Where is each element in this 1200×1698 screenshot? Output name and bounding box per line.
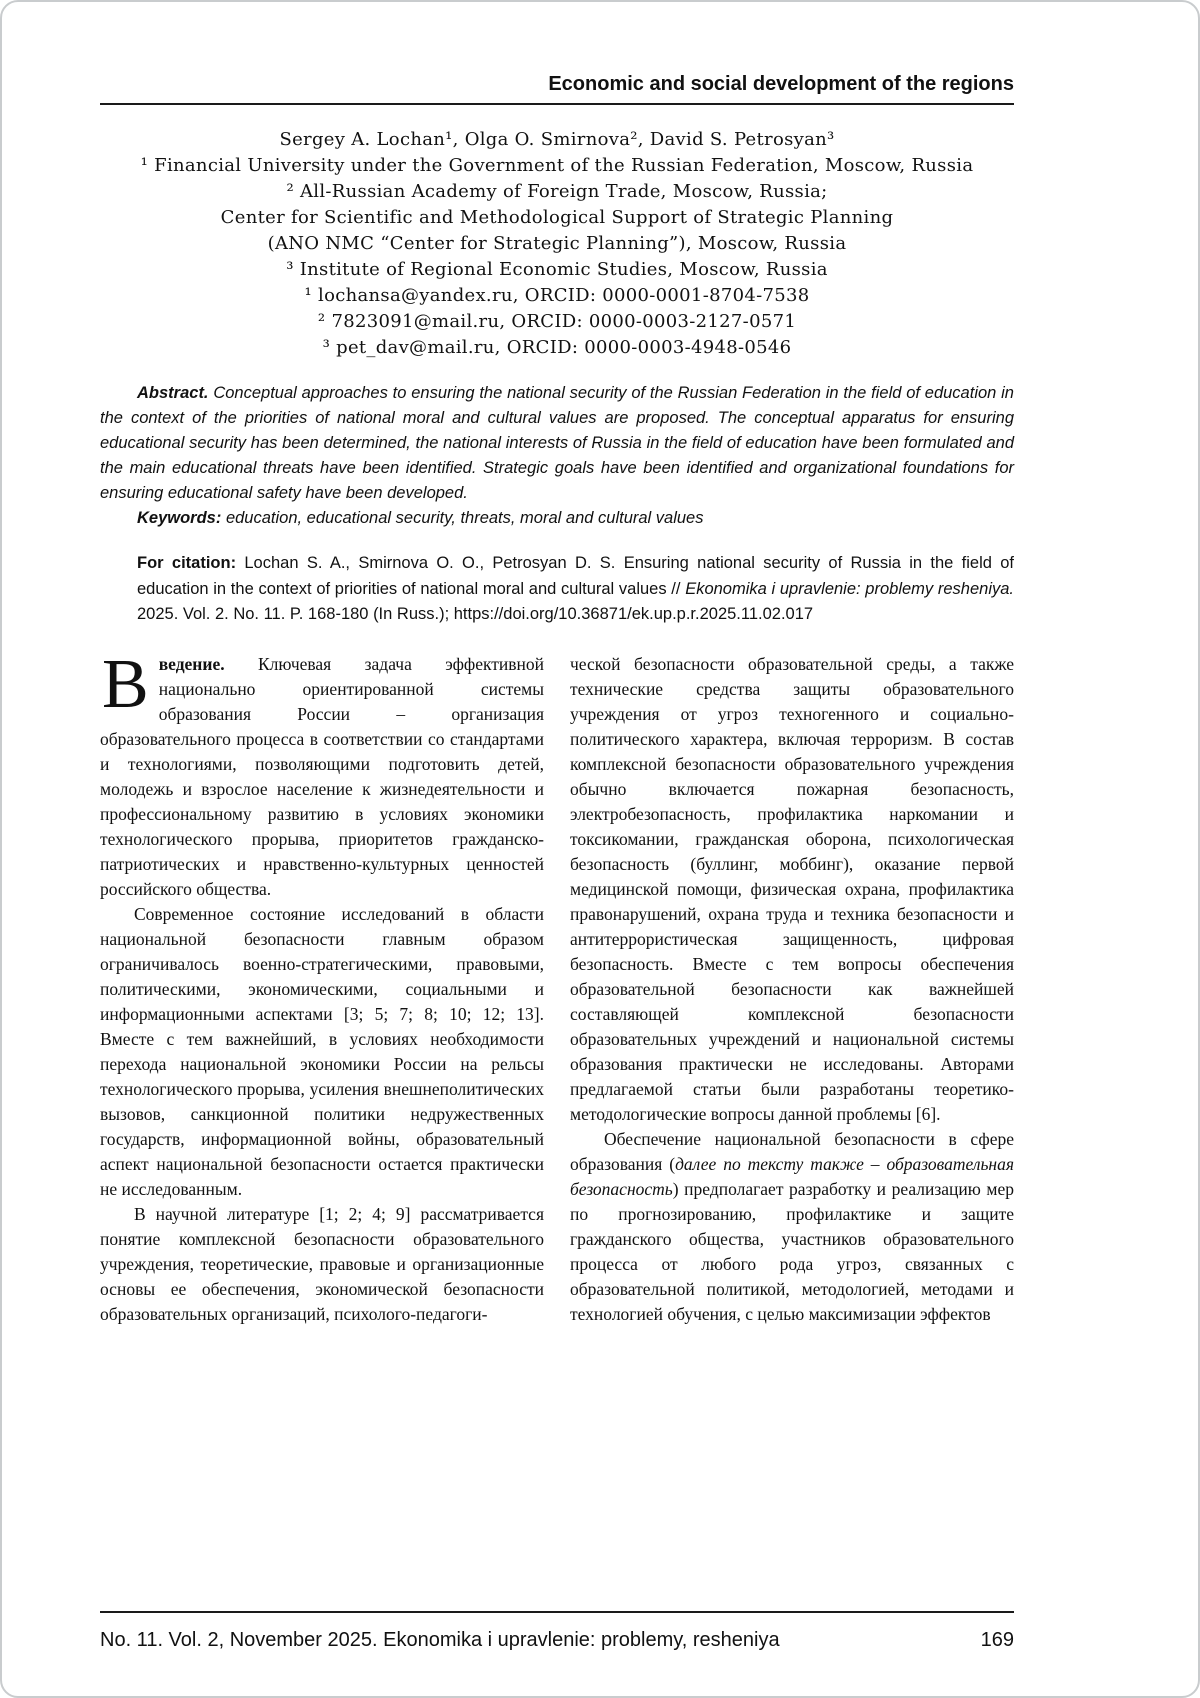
intro-lead: ведение. xyxy=(158,653,225,674)
affiliation-line: (ANO NMC “Center for Strategic Planning”), Moscow, Russia xyxy=(267,233,847,254)
page-content xyxy=(100,2,1014,1327)
body-paragraph xyxy=(570,1127,1014,1327)
left-column xyxy=(100,645,544,1327)
citation-block xyxy=(137,551,1014,628)
body-paragraph: Современное состояние исследований в области национальной безопасности главным образом ограничивалось военно-стратегическими, правовыми, политическими, экономическими, социальными и информационными аспектами [3; 5; 7; 8; 10; 12; 13]. Вместе с тем важнейший, в условиях необходимости перехода национальной экономики России на рельсы технологического прорыва, усиления внешнеполитических вызовов, санкционной политики недружественных государств, информационной войны, образовательный аспект национальной безопасности остается практически не исследованным. xyxy=(100,903,544,1199)
citation-journal: Ekonomika i upravlenie: problemy resheniya. xyxy=(685,579,1014,598)
citation-tail: 2025. Vol. 2. No. 11. P. 168-180 (In Russ.); https://doi.org/10.36871/ek.up.p.r.2025.11.02.017 xyxy=(137,605,814,623)
footer-journal-line: No. 11. Vol. 2, November 2025. Ekonomika i upravlenie: problemy, resheniya xyxy=(100,1629,780,1651)
page-number: 169 xyxy=(980,1629,1014,1651)
body-paragraph: ческой безопасности образовательной среды, а также технические средства защиты образовательного учреждения от угроз техногенного и социально-политического характера, включая терроризм. В состав комплексной безопасности образовательного учреждения обычно включается пожарная безопасность, электробезопасность, профилактика наркомании и токсикомании, гражданская оборона, психологическая безопасность (буллинг, моббинг), оказание первой медицинской помощи, физическая охрана, профилактика правонарушений, охрана труда и техника безопасности и антитеррористическая защищенность, цифровая безопасность. Вместе с тем вопросы обеспечения образовательной безопасности как важнейшей составляющей комплексной безопасности образовательных учреждений и национальной системы образования практически не исследованы. Авторами предлагаемой статьи были разработаны теоретико-методологические вопросы данной проблемы [6]. xyxy=(570,653,1014,1124)
right-column xyxy=(570,652,1014,1327)
author-names: Sergey A. Lochan¹, Olga O. Smirnova², David S. Petrosyan³ xyxy=(279,129,835,150)
page-footer xyxy=(100,1611,1014,1652)
abstract-text: Conceptual approaches to ensuring the national security of the Russian Federation in the field of education in the context of the priorities of national moral and cultural values are proposed. The conceptual apparatus for ensuring educational security has been determined, the national interests of Russia in the field of education have been formulated and the main educational threats have been identified. Strategic goals have been identified and organizational foundations for ensuring educational safety have been developed. xyxy=(100,384,1014,502)
body-paragraph: В научной литературе [1; 2; 4; 9] рассматривается понятие комплексной безопасности образовательного учреждения, теоретические, правовые и организационные основы ее обеспечения, экономической безопасности образовательных организаций, психолого-педагоги- xyxy=(100,1203,544,1324)
citation-label: For citation: xyxy=(137,554,237,572)
affiliation-line: Center for Scientific and Methodological Support of Strategic Planning xyxy=(220,207,894,228)
abstract-block xyxy=(100,381,1014,531)
affiliation-line: ² All-Russian Academy of Foreign Trade, Moscow, Russia; xyxy=(286,181,828,202)
affiliation-line: ³ Institute of Regional Economic Studies, Moscow, Russia xyxy=(286,259,828,280)
author-contact-line: ² 7823091@mail.ru, ORCID: 0000-0003-2127-0571 xyxy=(317,311,797,332)
abstract-label: Abstract. xyxy=(137,384,209,402)
dropcap-letter: В xyxy=(102,645,149,723)
abstract-paragraph xyxy=(100,381,1014,506)
author-contact-line: ³ pet_dav@mail.ru, ORCID: 0000-0003-4948-0546 xyxy=(322,337,792,358)
keywords-text: education, educational security, threats, moral and cultural values xyxy=(221,509,704,527)
intro-text: Ключевая задача эффективной национально ориентированной системы образования России – организация образовательного процесса в соответствии со стандартами и технологиями, позволяющими подготовить детей, молодежь и взрослое население к жизнедеятельности и профессиональному развитию в условиях экономики технологического прорыва, приоритетов гражданско-патриотических и нравственно-культурных ценностей российского общества. xyxy=(100,653,544,899)
intro-paragraph xyxy=(100,645,544,902)
keywords-label: Keywords: xyxy=(137,509,222,527)
keywords-paragraph xyxy=(100,506,1014,531)
paragraph-text: Обеспечение национальной безопасности в сфере образования ( xyxy=(570,1128,1014,1174)
header-rule xyxy=(100,103,1014,105)
author-contact-line: ¹ lochansa@yandex.ru, ORCID: 0000-0001-8704-7538 xyxy=(304,285,810,306)
citation-text: Lochan S. A., Smirnova O. O., Petrosyan D. S. Ensuring national security of Russia in the field of education in the context of priorities of national moral and cultural values // xyxy=(137,554,1015,598)
running-head: Economic and social development of the regions xyxy=(548,73,1014,95)
article-body xyxy=(100,645,1014,1327)
author-block xyxy=(100,127,1014,361)
affiliation-line: ¹ Financial University under the Government of the Russian Federation, Moscow, Russia xyxy=(140,155,974,176)
paragraph-italic-term: далее по тексту также – образовательная безопасность xyxy=(570,1153,1014,1199)
paragraph-text: ) предполагает разработку и реализацию мер по прогнозированию, профилактике и защите гражданского общества, участников образовательного процесса от любого рода угроз, связанных с образовательной политикой, методологией, методами и технологией обучения, с целью максимизации эффектов xyxy=(570,1178,1014,1324)
